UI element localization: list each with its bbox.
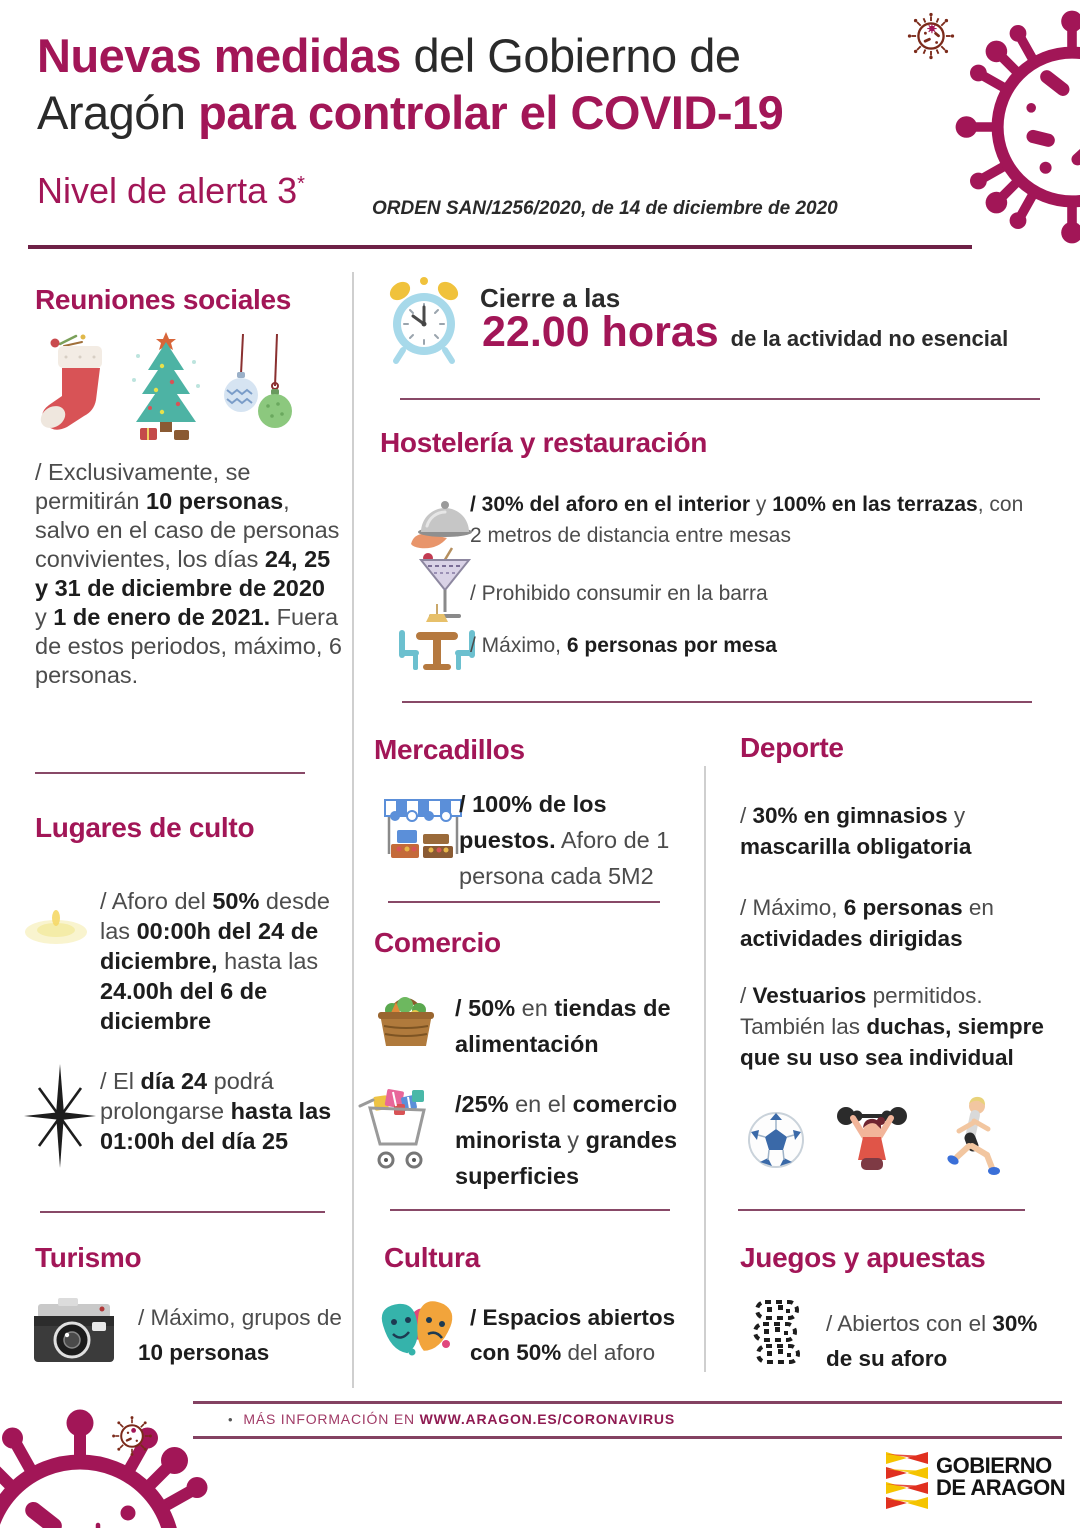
closure-divider bbox=[400, 398, 1040, 400]
column-divider-right bbox=[704, 766, 706, 1372]
cultura-item: / Espacios abiertos con 50% del aforo bbox=[470, 1305, 676, 1365]
aragon-flag-icon bbox=[884, 1452, 930, 1514]
section-heading-reuniones: Reuniones sociales bbox=[35, 284, 292, 315]
culto-item-2: / El día 24 podrá prolongarse hasta las 01:00h del día 25 bbox=[100, 1068, 332, 1154]
food-basket-icon bbox=[374, 984, 438, 1052]
soccer-ball-icon bbox=[746, 1110, 806, 1170]
virus-large-icon bbox=[952, 2, 1080, 252]
closure-intro: Cierre a las bbox=[480, 283, 621, 313]
middle-cross-divider bbox=[402, 701, 1032, 703]
footer-bullet: • bbox=[228, 1412, 234, 1427]
footer-info bbox=[228, 1411, 675, 1427]
cultura-divider bbox=[390, 1209, 670, 1211]
page-title-line2: Aragón para controlar el COVID-19 bbox=[37, 85, 784, 139]
theater-masks-icon bbox=[376, 1294, 458, 1370]
closure-time-row bbox=[482, 308, 1008, 357]
logo-line1: GOBIERNO bbox=[936, 1453, 1052, 1478]
page-title bbox=[37, 28, 783, 142]
header-rule bbox=[28, 245, 972, 249]
christmas-stocking-icon bbox=[38, 328, 110, 440]
hosteleria-item-2: / Prohibido consumir en la barra bbox=[470, 582, 768, 605]
closure-time: 22.00 horas bbox=[482, 308, 719, 356]
closure-scope: de la actividad no esencial bbox=[730, 326, 1009, 351]
turismo-divider bbox=[40, 1211, 325, 1213]
culto-item-1: / Aforo del 50% desde las 00:00h del 24 de diciembre, hasta las 24.00h del 6 de diciembre bbox=[100, 888, 330, 1034]
footer-rule-bottom bbox=[193, 1436, 1062, 1439]
serving-cloche-icon bbox=[405, 488, 479, 552]
order-reference: ORDEN SAN/1256/2020, de 14 de diciembre de 2020 bbox=[372, 198, 838, 219]
table-chairs-icon bbox=[392, 604, 482, 678]
weightlifting-icon bbox=[836, 1100, 908, 1174]
comercio-item-1: / 50% en tiendas de alimentación bbox=[455, 995, 671, 1057]
comercio-item-2: /25% en el comercio minorista y grandes superficies bbox=[455, 1091, 678, 1189]
section-heading-mercadillos: Mercadillos bbox=[374, 734, 525, 765]
virus-small-outline-bottom-icon bbox=[108, 1412, 156, 1460]
shopping-cart-gifts-icon bbox=[356, 1088, 436, 1174]
juegos-item: / Abiertos con el 30% de su aforo bbox=[826, 1311, 1038, 1371]
camera-icon bbox=[30, 1296, 118, 1368]
star-sparkle-icon bbox=[24, 1064, 96, 1168]
running-icon bbox=[943, 1094, 1001, 1178]
section-heading-hosteleria: Hostelería y restauración bbox=[380, 427, 708, 458]
section-heading-comercio: Comercio bbox=[374, 927, 501, 958]
section-heading-culto: Lugares de culto bbox=[35, 812, 255, 843]
deporte-item-2: / Máximo, 6 personas en actividades dirigidas bbox=[740, 895, 994, 951]
alert-level: Nivel de alerta 3* bbox=[37, 170, 305, 211]
alarm-clock-icon bbox=[383, 276, 465, 366]
hosteleria-item-3: / Máximo, 6 personas por mesa bbox=[470, 634, 777, 657]
market-stall-icon bbox=[383, 792, 463, 876]
alert-note-mark: * bbox=[297, 173, 305, 195]
section-heading-juegos: Juegos y apuestas bbox=[740, 1242, 986, 1273]
deporte-item-3: / Vestuarios permitidos. También las duchas, siempre que su uso sea individual bbox=[740, 983, 1044, 1070]
gobierno-aragon-logo bbox=[936, 1455, 1065, 1498]
candle-glow-icon bbox=[22, 880, 94, 960]
mercadillos-item: / 100% de los puestos. Aforo de 1 persona cada 5M2 bbox=[459, 791, 670, 889]
juegos-divider bbox=[738, 1209, 1025, 1211]
section-heading-deporte: Deporte bbox=[740, 732, 844, 763]
logo-line2: DE ARAGON bbox=[936, 1474, 1066, 1500]
comercio-divider bbox=[388, 901, 660, 903]
column-divider-left bbox=[352, 272, 354, 1388]
christmas-tree-icon bbox=[126, 330, 206, 442]
hosteleria-item-1: / 30% del aforo en el interior y 100% en las terrazas, con 2 metros de distancia entre mesas bbox=[470, 493, 1024, 547]
footer-info-text: MÁS INFORMACIÓN EN WWW.ARAGON.ES/CORONAVIRUS bbox=[243, 1411, 675, 1427]
virus-small-outline-icon bbox=[903, 8, 959, 64]
deporte-item-1: / 30% en gimnasios y mascarilla obligatoria bbox=[740, 803, 972, 859]
reuniones-body: / Exclusivamente, se permitirán 10 personas, salvo en el caso de personas convivientes, los días 24, 25 y 31 de diciembre de 2020 y 1 de enero de 2021. Fuera de estos periodos, máximo, 6 personas. bbox=[35, 459, 342, 688]
section-heading-turismo: Turismo bbox=[35, 1242, 142, 1273]
poker-chips-icon bbox=[750, 1298, 804, 1370]
page-title-line1: Nuevas medidas del Gobierno de bbox=[37, 29, 741, 82]
turismo-item: / Máximo, grupos de 10 personas bbox=[138, 1305, 342, 1365]
footer-rule-top bbox=[193, 1401, 1062, 1404]
christmas-ornaments-icon bbox=[216, 334, 298, 436]
section-heading-cultura: Cultura bbox=[384, 1242, 480, 1273]
left-divider-1 bbox=[35, 772, 305, 774]
